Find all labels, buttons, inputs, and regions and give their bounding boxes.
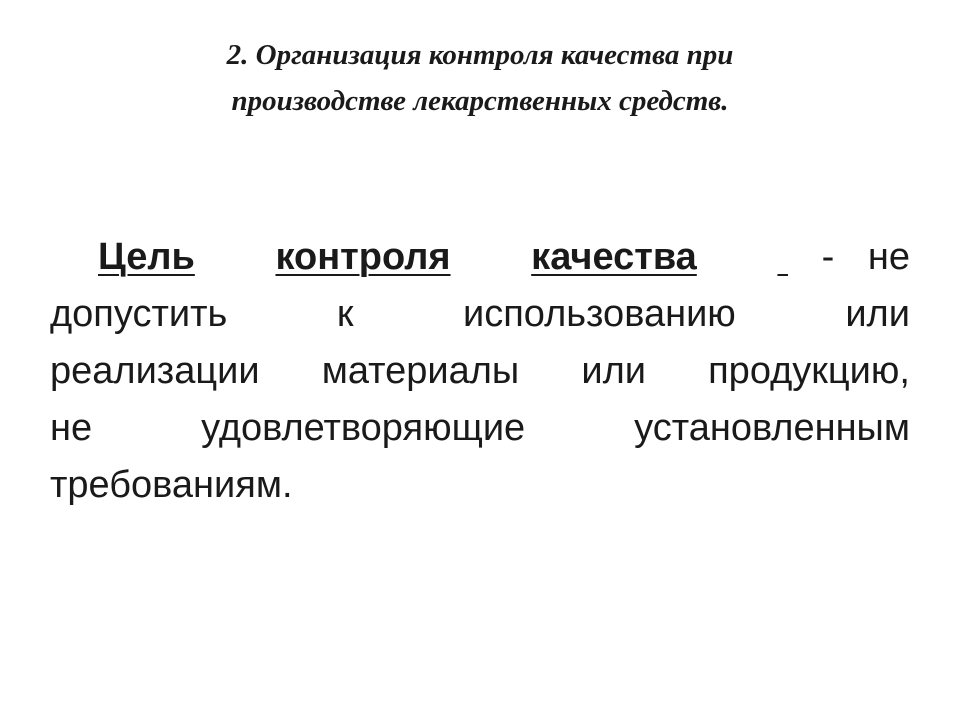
paragraph-line-5 xyxy=(50,457,910,514)
term-trailing-space xyxy=(777,229,788,286)
term-word: качества xyxy=(531,236,697,278)
body-word: реализации xyxy=(50,350,260,392)
body-word: или xyxy=(845,293,910,335)
body-word: продукцию, xyxy=(708,350,910,392)
title-line-2: производстве лекарственных средств. xyxy=(231,85,729,117)
definition-paragraph xyxy=(50,229,910,514)
body-word: не xyxy=(867,236,910,278)
body-word: требованиям. xyxy=(50,464,293,506)
body-word: не xyxy=(50,407,93,449)
slide-title xyxy=(120,32,840,124)
body-word: установленным xyxy=(634,407,910,449)
paragraph-line-3 xyxy=(50,343,910,400)
term-word: контроля xyxy=(275,236,451,278)
dash: - xyxy=(821,236,835,278)
body-word: удовлетворяющие xyxy=(201,407,526,449)
term-underlined xyxy=(98,229,788,286)
body-word: материалы xyxy=(321,350,520,392)
term-word: Цель xyxy=(98,236,195,278)
body-word: допустить xyxy=(50,293,228,335)
paragraph-line-4 xyxy=(50,400,910,457)
title-line-1: 2. Организация контроля качества при xyxy=(226,39,734,71)
paragraph-line-2 xyxy=(50,286,910,343)
paragraph-line-1 xyxy=(50,229,910,286)
body-word: к xyxy=(336,293,354,335)
body-word: использованию xyxy=(462,293,736,335)
body-word: или xyxy=(581,350,646,392)
